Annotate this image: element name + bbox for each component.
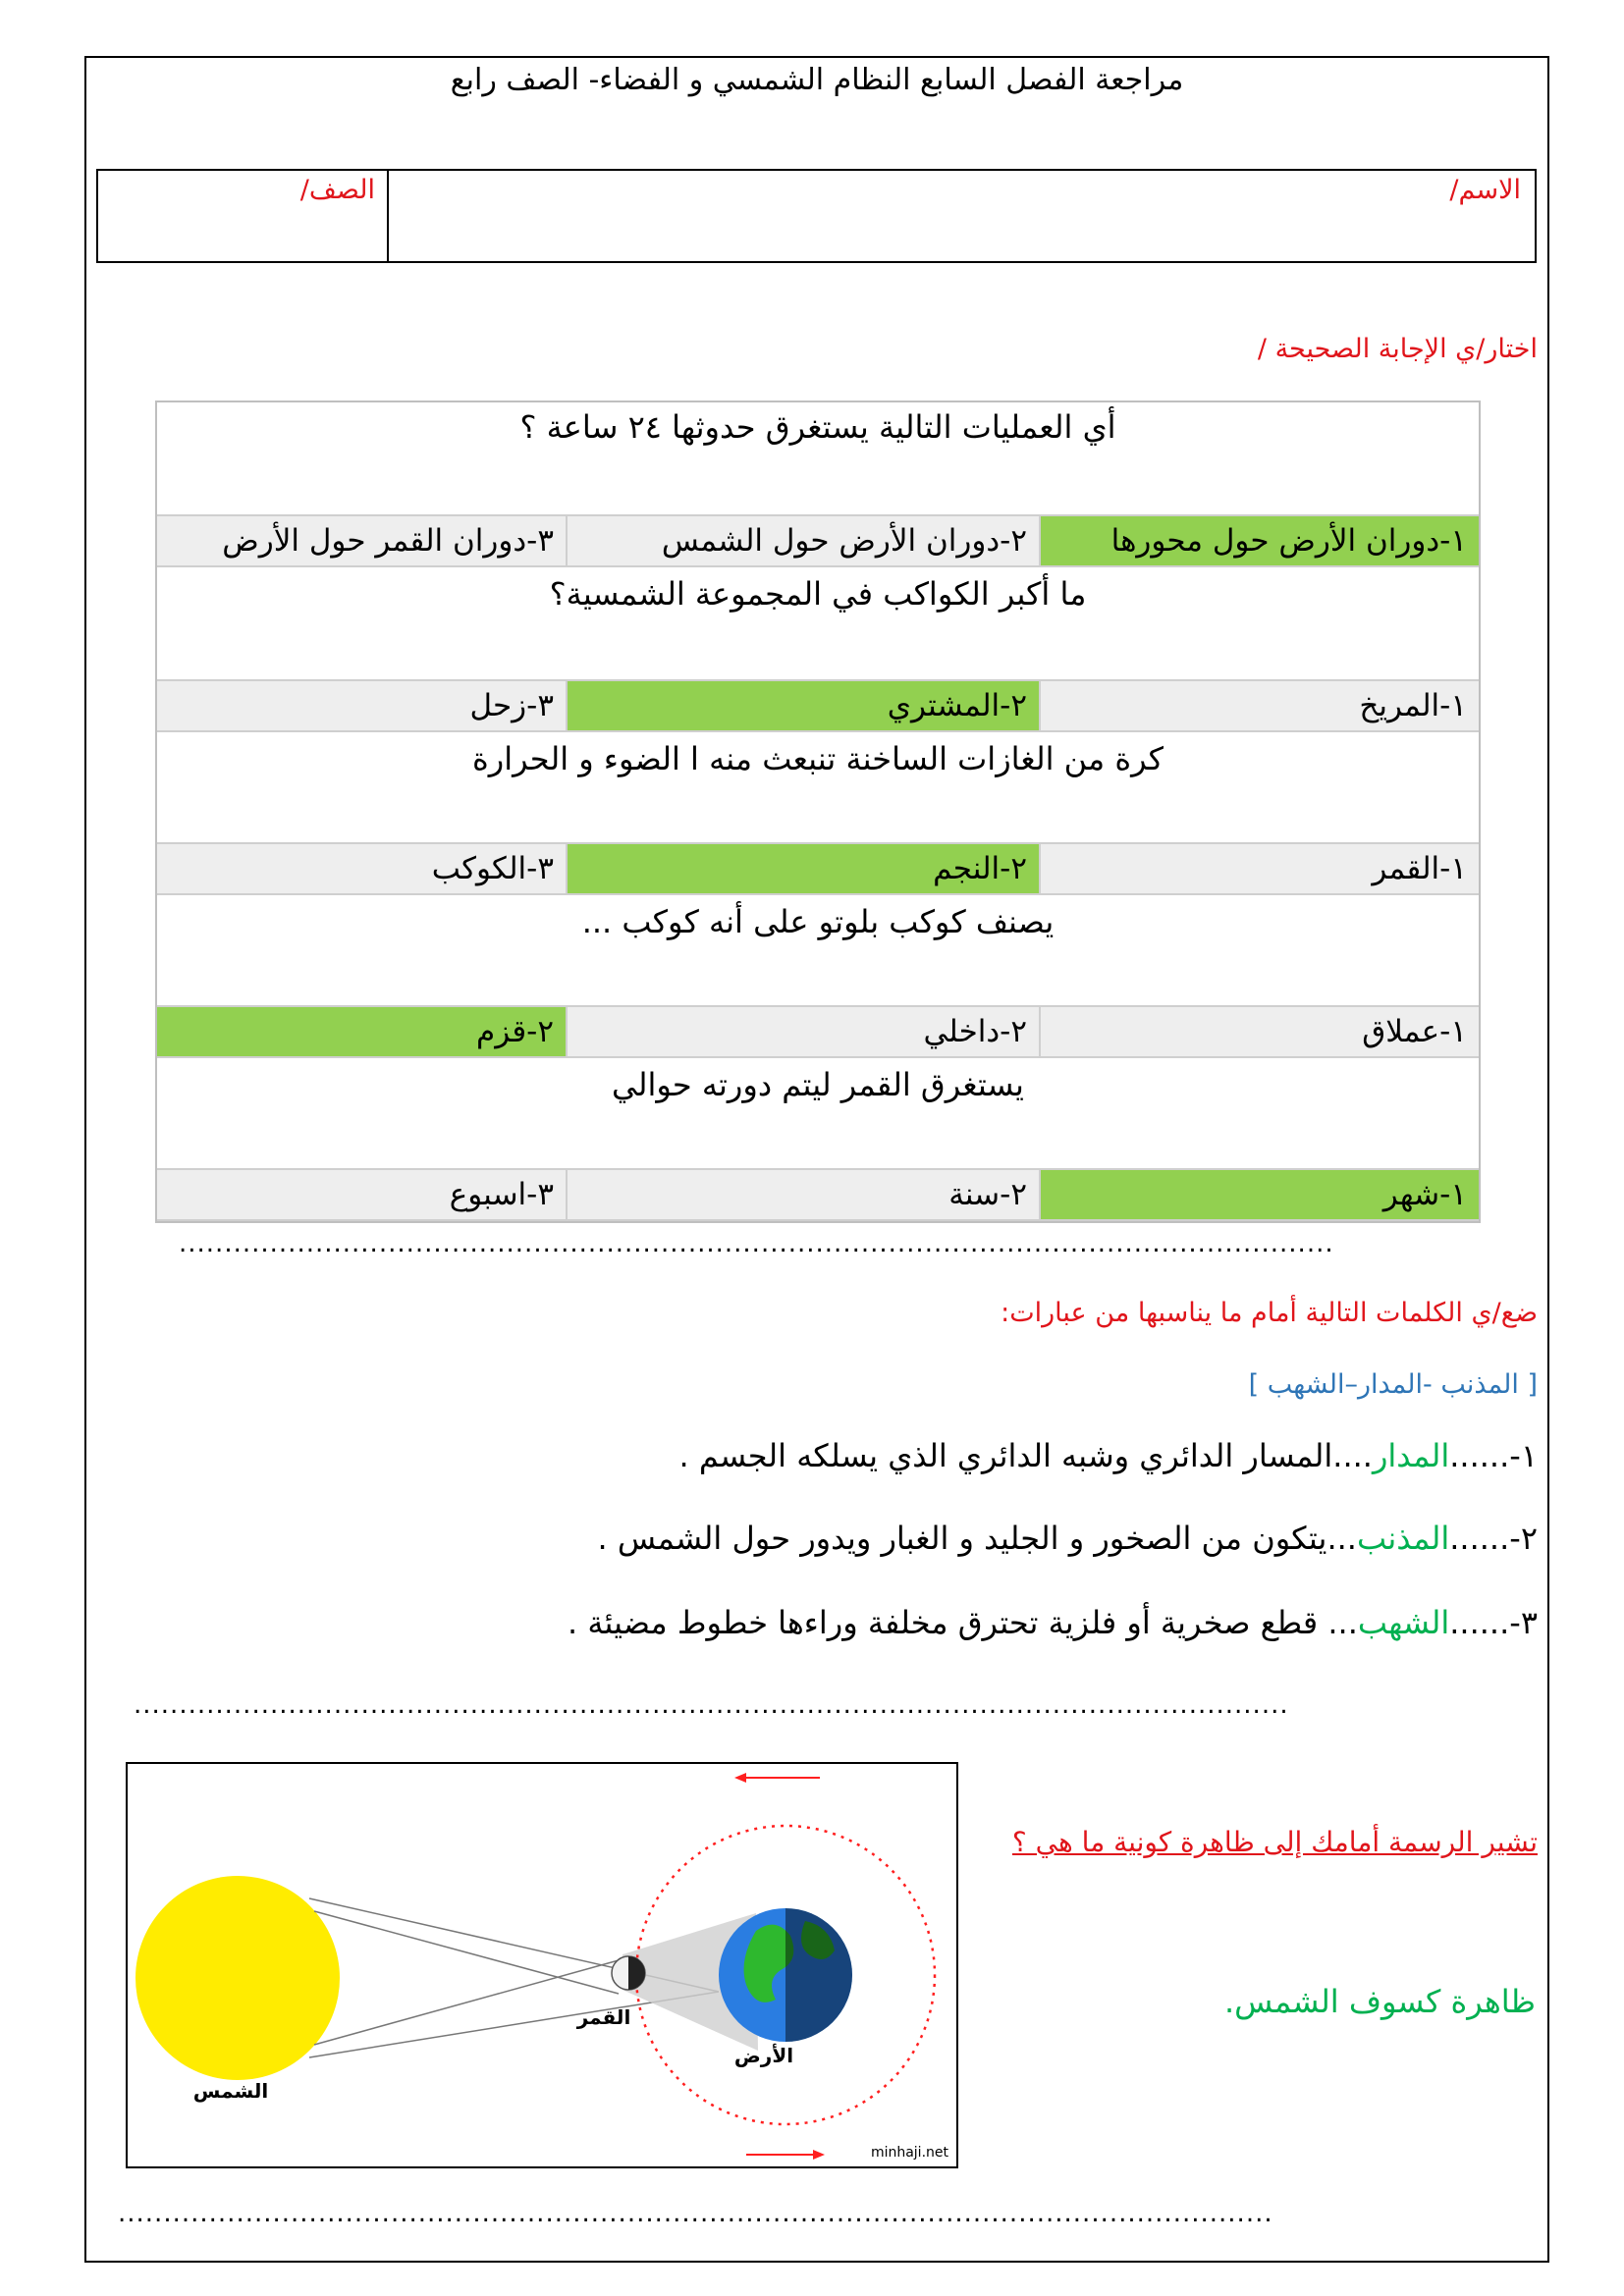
q5-option-1[interactable]: ١-شهر xyxy=(1039,1170,1479,1219)
q2-option-2[interactable]: ٢-المشتري xyxy=(566,681,1039,730)
q4-option-1[interactable]: ١-عملاق xyxy=(1039,1007,1479,1056)
earth-label: الأرض xyxy=(733,2044,794,2067)
arrow-right-head-icon xyxy=(813,2150,825,2160)
sun-shape xyxy=(135,1876,340,2080)
earth-night-side xyxy=(785,1908,852,2042)
fill-item-3-answer[interactable]: الشهب xyxy=(1357,1604,1450,1641)
name-label: الاسم/ xyxy=(1449,175,1521,205)
question-1-options xyxy=(157,514,1479,567)
mcq-instruction: اختار/ي الإجابة الصحيحة / xyxy=(1257,334,1538,364)
moon-label: القمر xyxy=(576,2005,631,2029)
q5-option-2[interactable]: ٢-سنة xyxy=(566,1170,1039,1219)
fill-item-1-text: ....المسار الدائري وشبه الدائري الذي يسلكه الجسم . xyxy=(678,1437,1373,1474)
fill-item-2-text: ...يتكون من الصخور و الجليد و الغبار ويدور حول الشمس . xyxy=(597,1520,1357,1557)
fill-item-3 xyxy=(568,1604,1538,1641)
arrow-left-head-icon xyxy=(734,1773,746,1783)
question-3: كرة من الغازات الساخنة تنبعث منه ا الضوء و الحرارة xyxy=(472,740,1164,777)
separator-3: ............................................................................................................................... xyxy=(118,2199,1273,2228)
question-3-options xyxy=(157,842,1479,895)
fill-item-2-answer[interactable]: المذنب xyxy=(1356,1520,1450,1557)
ray-line xyxy=(314,1911,619,1994)
mcq-table xyxy=(155,400,1481,1223)
separator-1: ............................................................................................................................... xyxy=(179,1229,1334,1258)
question-4: يصنف كوكب بلوتو على أنه كوكب ... xyxy=(581,903,1055,940)
q2-option-1[interactable]: ١-المريخ xyxy=(1039,681,1479,730)
eclipse-question: تشير الرسمة أمامك إلى ظاهرة كونية ما هي ؟ xyxy=(1011,1826,1538,1858)
q4-option-3[interactable]: ٢-قزم xyxy=(157,1007,566,1056)
class-label: الصف/ xyxy=(299,175,375,205)
word-bank: [ المذنب -المدار–الشهب ] xyxy=(1248,1369,1538,1400)
q1-option-3[interactable]: ٣-دوران القمر حول الأرض xyxy=(157,516,566,565)
class-cell[interactable] xyxy=(98,171,389,261)
q3-option-2[interactable]: ٢-النجم xyxy=(566,844,1039,893)
question-1: أي العمليات التالية يستغرق حدوثها ٢٤ ساعة ؟ xyxy=(519,408,1116,446)
separator-2: ............................................................................................................................... xyxy=(134,1690,1289,1720)
fill-item-1-answer[interactable]: المدار xyxy=(1372,1437,1450,1474)
page-title: مراجعة الفصل السابع النظام الشمسي و الفضاء- الصف رابع xyxy=(450,63,1184,97)
fill-item-3-prefix: ٣-...... xyxy=(1449,1604,1538,1641)
fill-item-2 xyxy=(597,1520,1538,1557)
student-info-table xyxy=(96,169,1537,263)
matching-instruction: ضع/ي الكلمات التالية أمام ما يناسبها من عبارات: xyxy=(1001,1298,1538,1328)
question-5: يستغرق القمر ليتم دورته حوالي xyxy=(612,1066,1024,1103)
sun-label: الشمس xyxy=(192,2079,269,2103)
q1-option-1[interactable]: ١-دوران الأرض حول محورها xyxy=(1039,516,1479,565)
fill-item-3-text: ... قطع صخرية أو فلزية تحترق مخلفة وراءها خطوط مضيئة . xyxy=(567,1604,1358,1641)
q3-option-1[interactable]: ١-القمر xyxy=(1039,844,1479,893)
q3-option-3[interactable]: ٣-الكوكب xyxy=(157,844,566,893)
q2-option-3[interactable]: ٣-زحل xyxy=(157,681,566,730)
q5-option-3[interactable]: ٣-اسبوع xyxy=(157,1170,566,1219)
q1-option-2[interactable]: ٢-دوران الأرض حول الشمس xyxy=(566,516,1039,565)
question-4-options xyxy=(157,1005,1479,1058)
question-2-options xyxy=(157,679,1479,732)
name-cell[interactable] xyxy=(387,171,1535,261)
q4-option-2[interactable]: ٢-داخلي xyxy=(566,1007,1039,1056)
credit-label: minhaji.net xyxy=(870,2145,948,2161)
fill-item-1-prefix: ١-...... xyxy=(1449,1437,1538,1474)
question-5-options xyxy=(157,1168,1479,1221)
fill-item-2-prefix: ٢-...... xyxy=(1449,1520,1538,1557)
fill-item-1 xyxy=(679,1437,1538,1474)
question-2: ما أكبر الكواكب في المجموعة الشمسية؟ xyxy=(549,575,1087,613)
eclipse-answer[interactable]: ظاهرة كسوف الشمس. xyxy=(1224,1983,1536,2020)
eclipse-diagram xyxy=(126,1762,958,2168)
eclipse-illustration xyxy=(128,1764,956,2166)
